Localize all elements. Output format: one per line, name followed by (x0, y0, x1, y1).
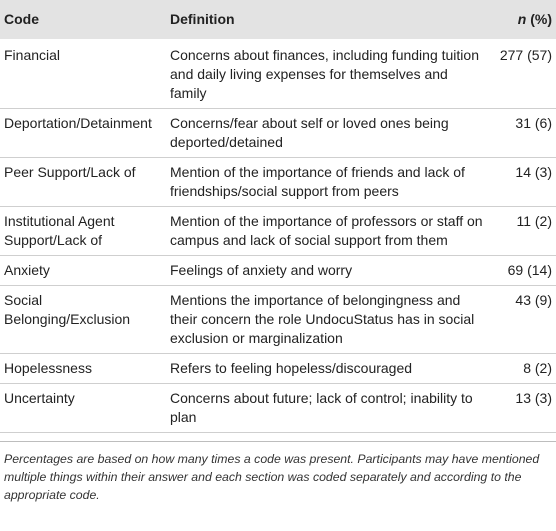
row-code: Uncertainty (4, 390, 75, 406)
row-code: Institutional Agent Support/Lack of (4, 213, 115, 248)
row-code: Social Belonging/Exclusion (4, 292, 131, 327)
row-code: Anxiety (4, 262, 50, 278)
row-definition: Concerns about finances, including funding tuition and daily living expenses for themselves and family (170, 47, 479, 101)
table-row (0, 39, 556, 109)
row-count: 277 (57) (499, 47, 552, 63)
header-code: Code (4, 11, 39, 27)
header-n-symbol: n (517, 11, 527, 27)
row-definition: Mentions the importance of belongingness and their concern the role UndocuStatus has in social exclusion or marginalization (170, 292, 475, 346)
row-code: Financial (4, 47, 61, 63)
table-row (0, 109, 556, 158)
row-count: 13 (3) (515, 390, 552, 406)
table-row (0, 158, 556, 207)
header-row (0, 0, 556, 39)
table-row (0, 256, 556, 286)
row-code: Peer Support/Lack of (4, 164, 136, 180)
header-n-suffix: (%) (526, 11, 552, 27)
row-count: 11 (2) (516, 213, 552, 229)
row-code: Deportation/Detainment (4, 115, 152, 131)
table-footnote: Percentages are based on how many times a code was present. Participants may have mentioned multiple things within their answer and each section was coded separately and according to the appropriate code. (0, 441, 556, 504)
table-row (0, 286, 556, 354)
row-definition: Mention of the importance of friends and lack of friendships/social support from peers (170, 164, 465, 199)
row-count: 8 (2) (523, 360, 552, 376)
row-definition: Concerns about future; lack of control; inability to plan (170, 390, 473, 425)
table-row (0, 354, 556, 384)
row-code: Hopelessness (4, 360, 92, 376)
row-definition: Feelings of anxiety and worry (170, 262, 353, 278)
row-definition: Refers to feeling hopeless/discouraged (170, 360, 413, 376)
row-count: 69 (14) (507, 262, 552, 278)
header-definition: Definition (170, 11, 235, 27)
row-count: 14 (3) (515, 164, 552, 180)
table-row (0, 207, 556, 256)
row-count: 43 (9) (515, 292, 552, 308)
header-n-percent (492, 0, 556, 39)
table-body (0, 39, 556, 433)
table-header (0, 0, 556, 39)
row-count: 31 (6) (515, 115, 552, 131)
table-row (0, 384, 556, 433)
row-definition: Mention of the importance of professors or staff on campus and lack of social support from them (170, 213, 483, 248)
row-definition: Concerns/fear about self or loved ones being deported/detained (170, 115, 449, 150)
